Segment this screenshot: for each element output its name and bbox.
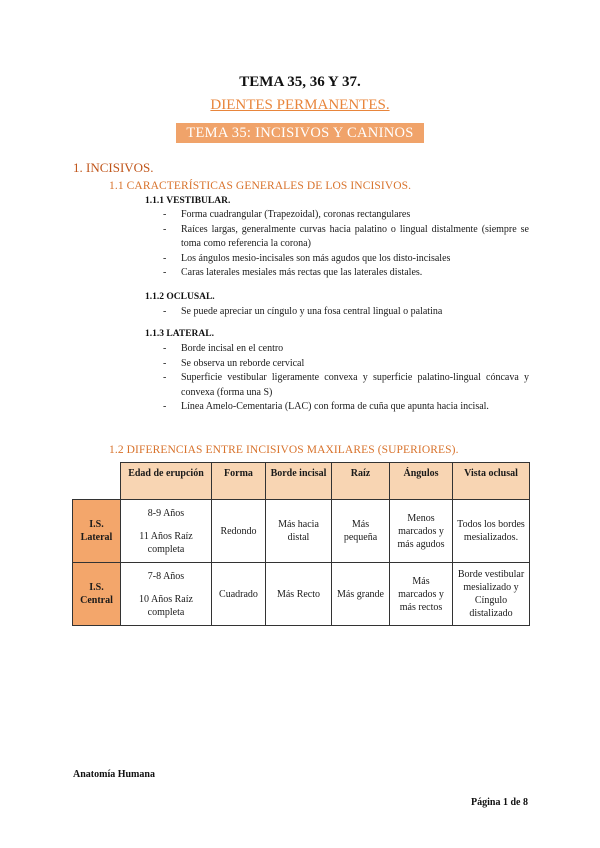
table-cell-erupcion	[121, 500, 212, 563]
erupcion-age: 8-9 Años	[147, 507, 185, 519]
table-cell: Menos marcados y más agudos	[390, 500, 453, 563]
table-cell: Más pequeña	[332, 500, 390, 563]
lateral-list	[163, 342, 529, 415]
table-cell: Más grande	[332, 563, 390, 626]
table-cell-erupcion	[121, 563, 212, 626]
list-item: - Raíces largas, generalmente curvas hacia palatino o lingual distalmente (siempre se toma como referencia la corona)	[163, 223, 529, 249]
list-item: - Borde incisal en el centro	[163, 343, 284, 354]
table-header-row	[73, 463, 530, 500]
subsubsection-heading-lateral: 1.1.3 LATERAL.	[145, 329, 214, 339]
list-item: - Se observa un reborde cervical	[163, 357, 305, 369]
table-cell: Más hacia distal	[266, 500, 332, 563]
table-row	[73, 500, 530, 563]
table-header-cell: Forma	[212, 463, 266, 500]
table-row	[73, 563, 530, 626]
table-cell: Todos los bordes mesializados.	[453, 500, 530, 563]
table-cell: Cuadrado	[212, 563, 266, 626]
table-header-cell: Raíz	[332, 463, 390, 500]
subsection-heading-diferencias: 1.2 DIFERENCIAS ENTRE INCISIVOS MAXILARES (SUPERIORES).	[109, 444, 459, 456]
list-item: - Los ángulos mesio-incisales son más agudos que los disto-incisales	[163, 252, 451, 264]
page-number: Página 1 de 8	[471, 797, 528, 808]
list-item: - Forma cuadrangular (Trapezoidal), coronas rectangulares	[163, 209, 411, 220]
subsubsection-heading-oclusal: 1.1.2 OCLUSAL.	[145, 292, 215, 302]
table-cell: Redondo	[212, 500, 266, 563]
subsubsection-heading-vestibular: 1.1.1 VESTIBULAR.	[145, 196, 231, 206]
erupcion-root: 11 Años Raíz completa	[139, 530, 193, 555]
list-item: - Caras laterales mesiales más rectas que las laterales distales.	[163, 267, 423, 278]
table-header-cell: Ángulos	[390, 463, 453, 500]
document-subtitle: DIENTES PERMANENTES.	[210, 97, 390, 113]
topic-banner: TEMA 35: INCISIVOS Y CANINOS	[176, 123, 423, 143]
table-header-cell: Borde incisal	[266, 463, 332, 500]
list-item: - Línea Amelo-Cementaria (LAC) con forma de cuña que apunta hacia incisal.	[163, 401, 489, 412]
erupcion-age: 7-8 Años	[147, 570, 185, 582]
table-header-cell: Vista oclusal	[453, 463, 530, 500]
table-header-cell: Edad de erupción	[121, 463, 212, 500]
document-title: TEMA 35, 36 Y 37.	[239, 74, 361, 90]
vestibular-list	[163, 208, 529, 281]
footer-course-name: Anatomía Humana	[73, 769, 155, 780]
table-corner-cell	[73, 463, 121, 500]
list-item: - Superficie vestibular ligeramente convexa y superficie palatino-lingual cóncava y convexa (forma una S)	[163, 372, 529, 398]
row-header-central: I.S. Central	[73, 563, 121, 626]
table-cell: Borde vestibular mesializado y Cíngulo distalizado	[453, 563, 530, 626]
section-heading-incisivos: 1. INCISIVOS.	[73, 160, 154, 175]
table-cell: Más Recto	[266, 563, 332, 626]
list-item: - Se puede apreciar un cíngulo y una fosa central lingual o palatina	[163, 306, 443, 317]
erupcion-root: 10 Años Raíz completa	[139, 593, 193, 618]
row-header-lateral: I.S. Lateral	[73, 500, 121, 563]
oclusal-list	[163, 305, 529, 320]
table-cell: Más marcados y más rectos	[390, 563, 453, 626]
comparison-table	[72, 462, 530, 626]
subsection-heading-caracteristicas: 1.1 CARACTERÍSTICAS GENERALES DE LOS INCISIVOS.	[109, 180, 412, 192]
